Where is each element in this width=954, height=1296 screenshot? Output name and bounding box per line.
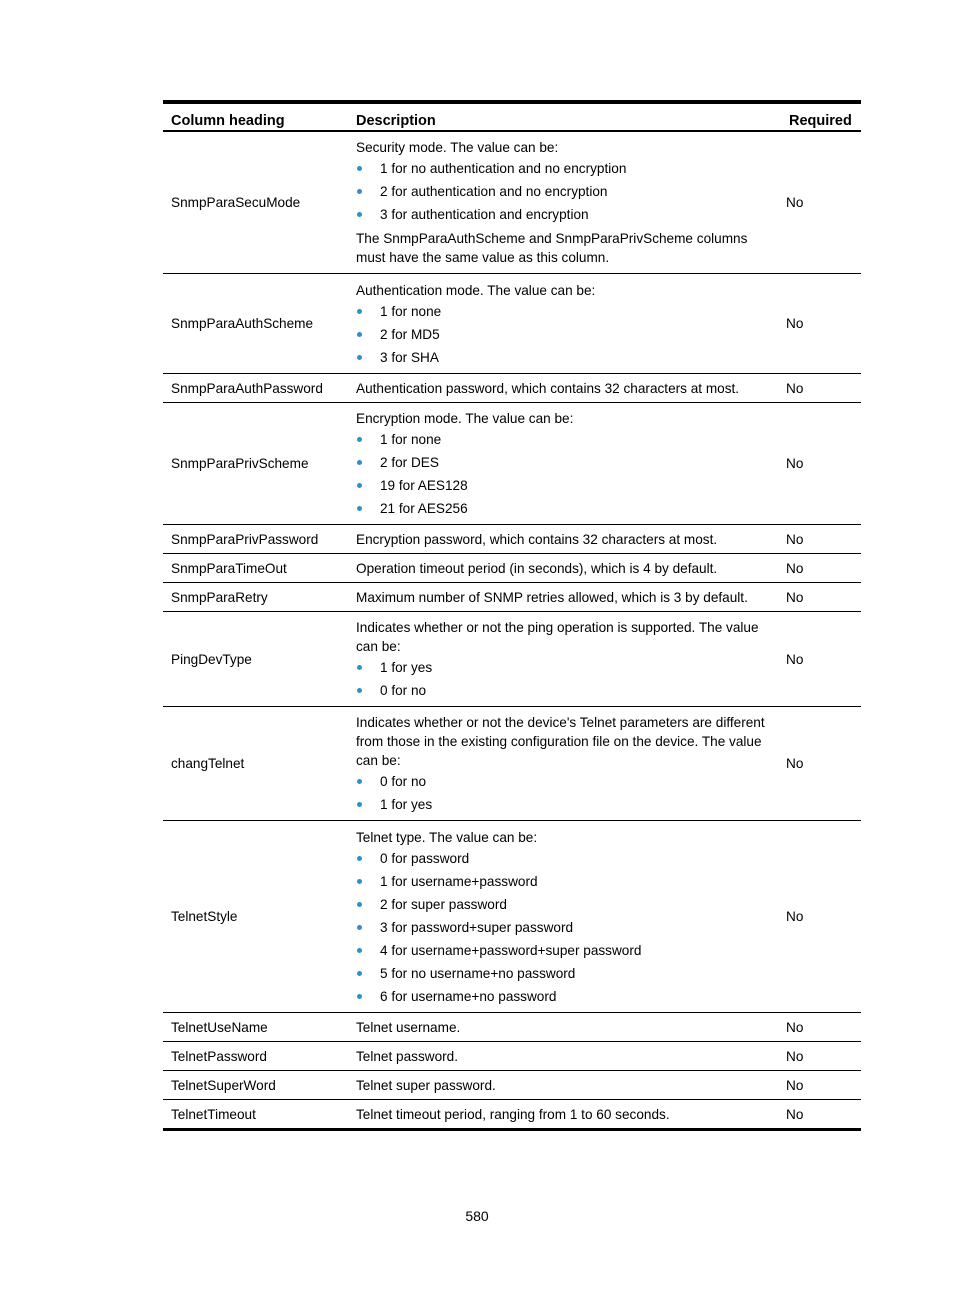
row-required: No: [786, 1106, 804, 1122]
header-description: Description: [356, 113, 436, 129]
list-item: [356, 302, 773, 321]
header-required: Required: [789, 113, 852, 129]
bullet-icon: [357, 506, 362, 511]
row-description: [348, 553, 781, 582]
parameter-table-container: [163, 100, 861, 1131]
row-required: No: [786, 909, 804, 924]
list-item: [356, 795, 773, 814]
row-column-heading: SnmpParaRetry: [171, 589, 268, 605]
value-list: [356, 849, 773, 1006]
bullet-icon: [357, 902, 362, 907]
row-required: No: [786, 560, 804, 576]
bullet-icon: [357, 437, 362, 442]
row-description: [348, 611, 781, 706]
row-column-heading: TelnetStyle: [171, 909, 238, 924]
bullet-icon: [357, 665, 362, 670]
description-text: Telnet username.: [356, 1019, 461, 1035]
row-required: No: [786, 589, 804, 605]
row-description: [348, 402, 781, 524]
list-item: [356, 476, 773, 495]
list-item-text: 1 for no authentication and no encryption: [380, 161, 627, 177]
row-description: [348, 1012, 781, 1041]
bullet-icon: [357, 460, 362, 465]
header-column-heading: Column heading: [171, 113, 285, 129]
value-list: [356, 658, 773, 700]
list-item-text: 3 for password+super password: [380, 919, 574, 935]
list-item-text: 2 for MD5: [380, 326, 440, 342]
row-description: [348, 273, 781, 373]
bullet-icon: [357, 309, 362, 314]
row-description: [348, 1070, 781, 1099]
description-text: Encryption password, which contains 32 characters at most.: [356, 531, 718, 547]
row-required: No: [786, 1019, 804, 1035]
description-text: Indicates whether or not the ping operation is supported. The value can be:: [356, 620, 759, 654]
bullet-icon: [357, 688, 362, 693]
description-text: Telnet timeout period, ranging from 1 to 60 seconds.: [356, 1106, 670, 1122]
bullet-icon: [357, 925, 362, 930]
list-item-text: 6 for username+no password: [380, 988, 557, 1004]
list-item-text: 2 for DES: [380, 455, 439, 470]
row-column-heading: SnmpParaTimeOut: [171, 560, 287, 576]
row-column-heading: TelnetTimeout: [171, 1106, 256, 1122]
list-item: [356, 964, 773, 983]
row-required: No: [786, 531, 804, 547]
list-item-text: 1 for yes: [380, 660, 433, 675]
description-text: Security mode. The value can be:: [356, 140, 559, 156]
row-column-heading: changTelnet: [171, 756, 245, 771]
row-description: [348, 706, 781, 820]
row-required: No: [786, 1048, 804, 1064]
row-required: No: [786, 651, 804, 667]
row-description: [348, 373, 781, 402]
row-description: [348, 524, 781, 553]
list-item-text: 3 for SHA: [380, 349, 439, 365]
list-item-text: 1 for yes: [380, 797, 433, 812]
list-item-text: 1 for username+password: [380, 873, 538, 889]
header-row: [163, 102, 861, 131]
list-item: [356, 772, 773, 791]
description-text: Operation timeout period (in seconds), which is 4 by default.: [356, 560, 718, 576]
page-number: 580: [465, 1208, 489, 1224]
table-row: [163, 273, 861, 373]
row-description: [348, 131, 781, 273]
row-description: [348, 820, 781, 1012]
list-item: [356, 849, 773, 868]
row-column-heading: SnmpParaPrivPassword: [171, 531, 319, 547]
bullet-icon: [357, 212, 362, 217]
list-item-text: 19 for AES128: [380, 478, 468, 493]
description-note: The SnmpParaAuthScheme and SnmpParaPrivScheme columns must have the same value as this column.: [356, 231, 748, 266]
description-text: Telnet super password.: [356, 1077, 496, 1093]
row-required: No: [786, 195, 804, 211]
row-column-heading: TelnetPassword: [171, 1048, 267, 1064]
value-list: [356, 430, 773, 518]
table-row: [163, 373, 861, 402]
list-item-text: 4 for username+password+super password: [380, 942, 642, 958]
row-column-heading: TelnetUseName: [171, 1019, 268, 1035]
bullet-icon: [357, 856, 362, 861]
bullet-icon: [357, 994, 362, 999]
list-item: [356, 182, 773, 201]
bullet-icon: [357, 948, 362, 953]
list-item: [356, 453, 773, 472]
parameter-table: [163, 100, 861, 1131]
description-text: Authentication password, which contains 32 characters at most.: [356, 380, 740, 396]
row-column-heading: SnmpParaAuthScheme: [171, 316, 314, 331]
table-row: [163, 1099, 861, 1129]
row-column-heading: SnmpParaSecuMode: [171, 195, 301, 211]
bullet-icon: [357, 779, 362, 784]
table-row: [163, 524, 861, 553]
table-body: [163, 131, 861, 1129]
list-item-text: 0 for password: [380, 850, 470, 866]
value-list: [356, 302, 773, 367]
list-item-text: 3 for authentication and encryption: [380, 207, 589, 223]
list-item: [356, 658, 773, 677]
list-item-text: 5 for no username+no password: [380, 965, 576, 981]
list-item: [356, 872, 773, 891]
table-row: [163, 1070, 861, 1099]
description-text: Telnet type. The value can be:: [356, 829, 538, 845]
table-row: [163, 1012, 861, 1041]
table-header: [163, 102, 861, 131]
row-description: [348, 1041, 781, 1070]
list-item-text: 1 for none: [380, 303, 442, 319]
row-required: No: [786, 316, 804, 331]
list-item: [356, 499, 773, 518]
row-required: No: [786, 1077, 804, 1093]
description-text: Encryption mode. The value can be:: [356, 411, 574, 426]
bullet-icon: [357, 189, 362, 194]
row-description: [348, 582, 781, 611]
list-item: [356, 681, 773, 700]
value-list: [356, 159, 773, 224]
list-item-text: 0 for no: [380, 774, 427, 789]
description-text: Indicates whether or not the device's Telnet parameters are different from those in the existing configuration file on the device. The value can be:: [356, 715, 765, 768]
row-column-heading: PingDevType: [171, 651, 252, 667]
list-item-text: 2 for authentication and no encryption: [380, 184, 608, 200]
list-item: [356, 205, 773, 224]
table-row: [163, 611, 861, 706]
list-item: [356, 348, 773, 367]
bullet-icon: [357, 483, 362, 488]
list-item-text: 1 for none: [380, 432, 442, 447]
bullet-icon: [357, 332, 362, 337]
table-row: [163, 1041, 861, 1070]
description-text: Telnet password.: [356, 1048, 459, 1064]
list-item-text: 21 for AES256: [380, 501, 468, 516]
list-item: [356, 987, 773, 1006]
list-item: [356, 430, 773, 449]
list-item: [356, 159, 773, 178]
table-row: [163, 582, 861, 611]
list-item: [356, 895, 773, 914]
description-text: Authentication mode. The value can be:: [356, 282, 596, 298]
list-item: [356, 918, 773, 937]
list-item: [356, 325, 773, 344]
table-row: [163, 820, 861, 1012]
list-item-text: 0 for no: [380, 683, 427, 698]
table-row: [163, 402, 861, 524]
bullet-icon: [357, 879, 362, 884]
row-column-heading: SnmpParaAuthPassword: [171, 380, 323, 396]
table-row: [163, 706, 861, 820]
row-required: No: [786, 456, 804, 471]
bullet-icon: [357, 802, 362, 807]
row-column-heading: TelnetSuperWord: [171, 1077, 276, 1093]
description-text: Maximum number of SNMP retries allowed, which is 3 by default.: [356, 589, 748, 605]
row-description: [348, 1099, 781, 1129]
bullet-icon: [357, 355, 362, 360]
bullet-icon: [357, 971, 362, 976]
list-item: [356, 941, 773, 960]
row-required: No: [786, 756, 804, 771]
value-list: [356, 772, 773, 814]
row-column-heading: SnmpParaPrivScheme: [171, 456, 309, 471]
list-item-text: 2 for super password: [380, 896, 507, 912]
table-row: [163, 553, 861, 582]
bullet-icon: [357, 166, 362, 171]
table-row: [163, 131, 861, 273]
row-required: No: [786, 380, 804, 396]
